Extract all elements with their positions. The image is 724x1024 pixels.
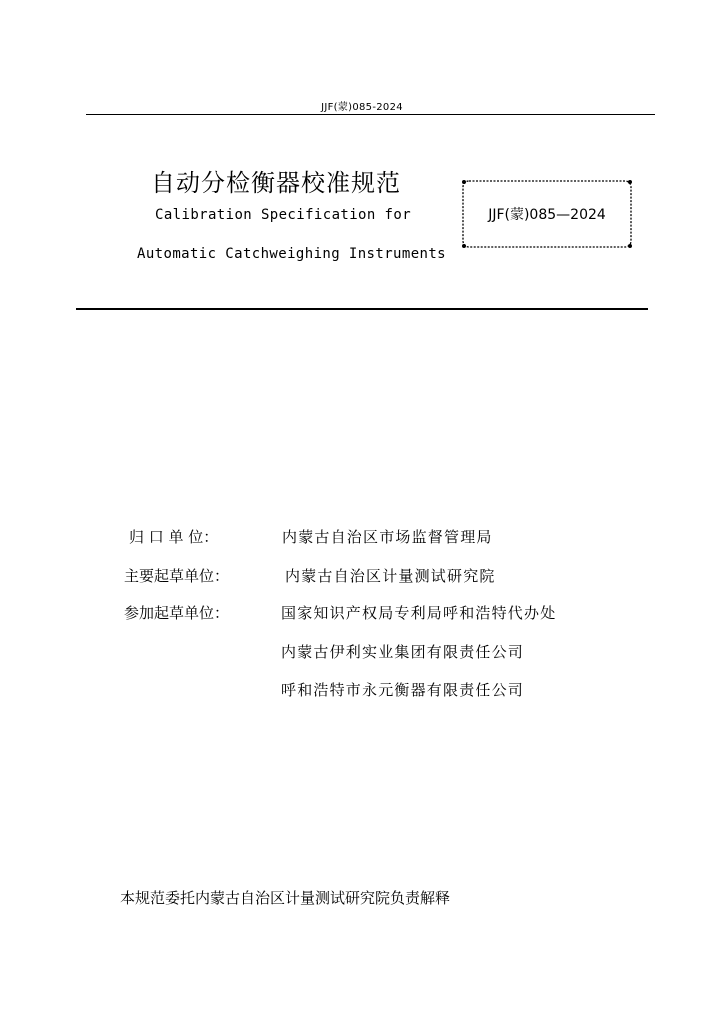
participating-unit-value-3: 呼和浩特市永元衡器有限责任公司 (281, 681, 525, 699)
participating-unit-value-2: 内蒙古伊利实业集团有限责任公司 (281, 643, 525, 661)
document-title-english-line1: Calibration Specification for (155, 207, 412, 223)
header-rule (86, 114, 655, 115)
main-drafting-unit-value: 内蒙古自治区计量测试研究院 (285, 567, 496, 585)
document-title-english-line2: Automatic Catchweighing Instruments (137, 246, 447, 262)
standard-code-box (460, 178, 634, 250)
interpretation-note: 本规范委托内蒙古自治区计量测试研究院负责解释 (120, 889, 451, 907)
responsible-unit-label: 归 口 单 位： (129, 528, 219, 546)
document-title-chinese: 自动分检衡器校准规范 (151, 169, 401, 197)
responsible-unit-value: 内蒙古自治区市场监督管理局 (282, 528, 493, 546)
header-standard-code: JJF(蒙)085-2024 (321, 102, 403, 113)
participating-unit-value-1: 国家知识产权局专利局呼和浩特代办处 (281, 604, 557, 622)
title-rule (76, 308, 648, 310)
main-drafting-unit-label: 主要起草单位： (124, 567, 230, 585)
participating-unit-label: 参加起草单位： (124, 604, 230, 622)
standard-code-box-text: JJF(蒙)085—2024 (488, 207, 606, 223)
